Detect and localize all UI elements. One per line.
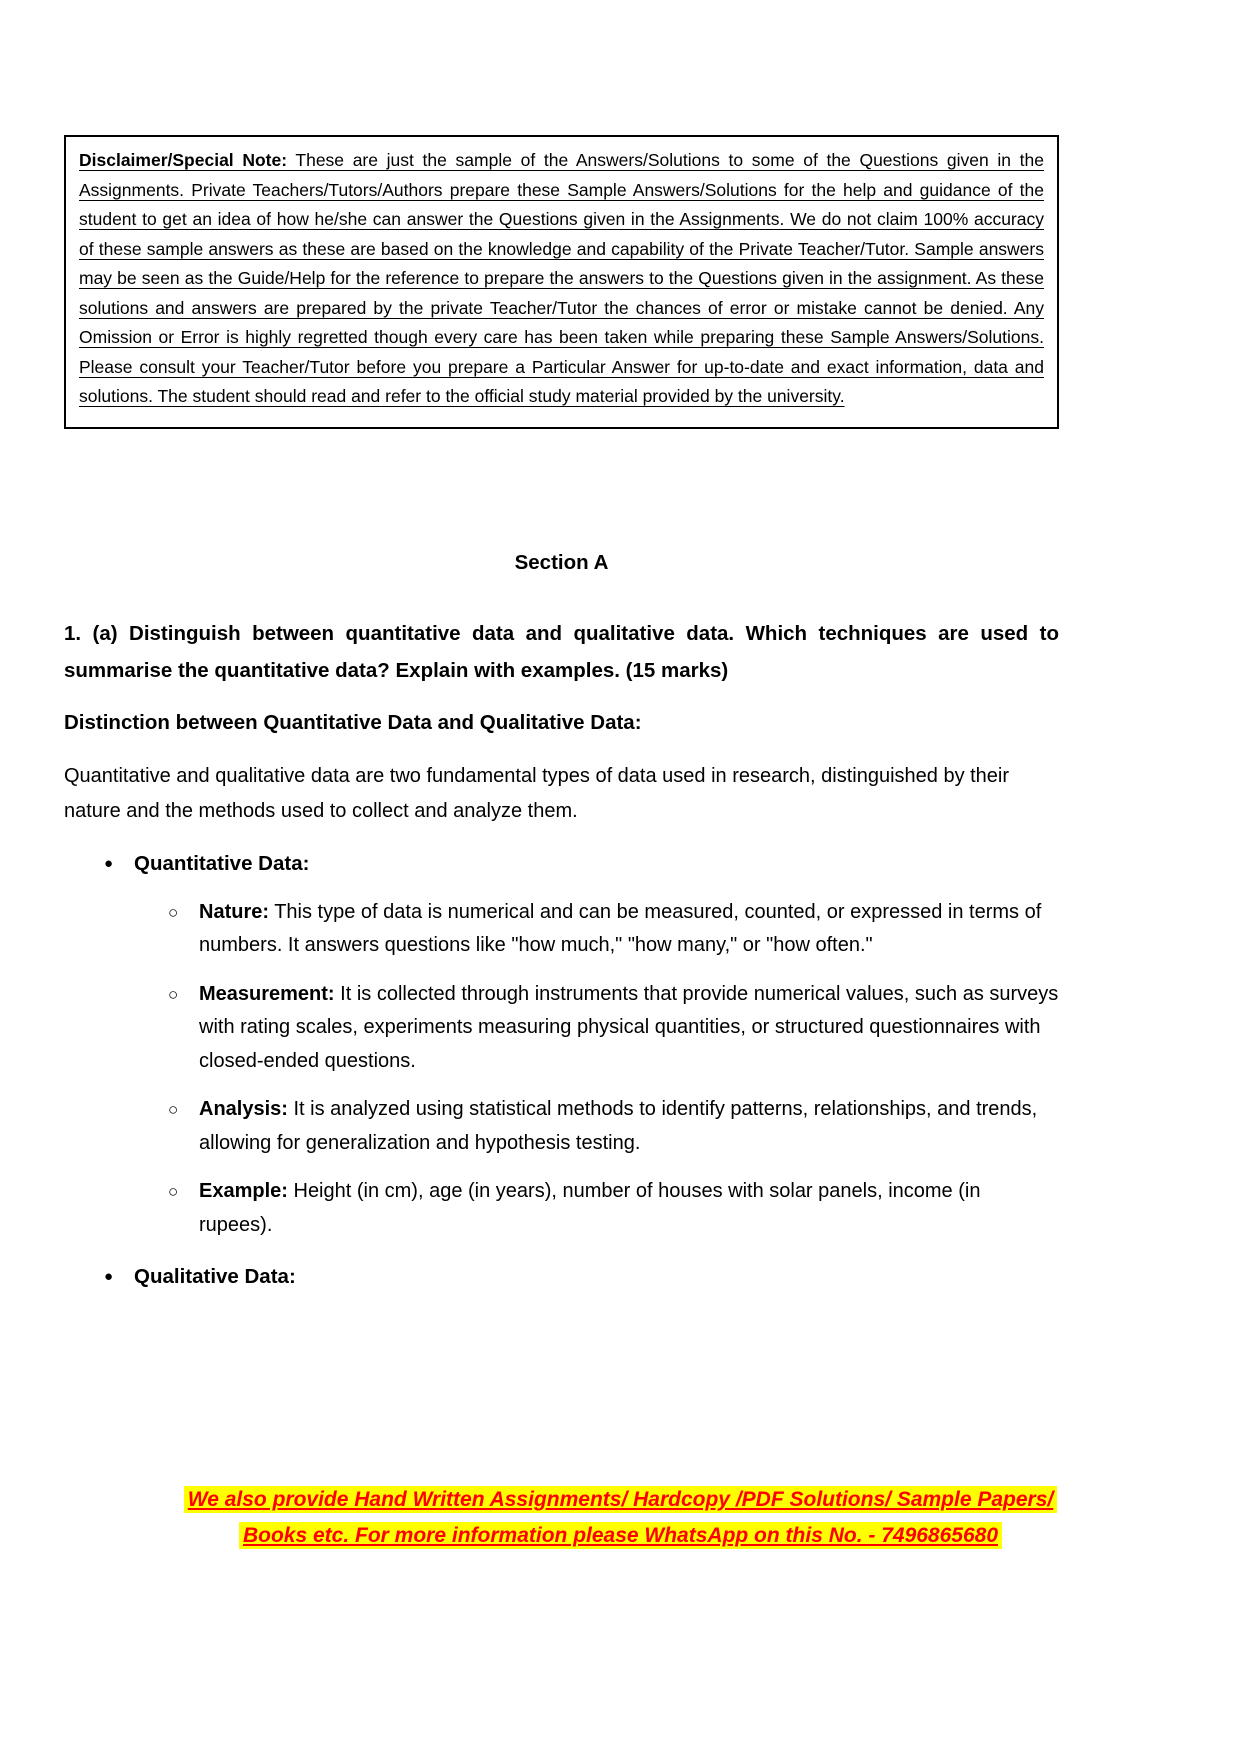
bullet-label: Quantitative Data: <box>134 851 310 875</box>
item-body: It is analyzed using statistical methods to identify patterns, relationships, and trends, allowing for generalization and hypothesis testing. <box>199 1098 1038 1154</box>
promo-footer-text-1: We also provide Hand Written Assignments/ Hardcopy /PDF Solutions/ Sample Papers/ <box>184 1486 1057 1513</box>
promo-footer-line-1 <box>0 1483 1241 1519</box>
bullet-quantitative-data <box>64 847 1059 881</box>
promo-footer-text-2: Books etc. For more information please WhatsApp on this No. - 7496865680 <box>239 1522 1002 1549</box>
circle-bullet-icon: ○ <box>168 902 179 922</box>
distinction-subheading: Distinction between Quantitative Data and Qualitative Data: <box>64 710 642 734</box>
list-item-text <box>199 978 1059 1079</box>
item-label: Measurement: <box>199 982 335 1005</box>
item-body: This type of data is numerical and can be measured, counted, or expressed in terms of numbers. It answers questions like "how much," "how many," or "how often." <box>199 900 1042 956</box>
list-item-analysis <box>64 1093 1059 1160</box>
list-item-text <box>199 1175 1059 1242</box>
circle-bullet-icon: ○ <box>168 984 179 1004</box>
item-body: Height (in cm), age (in years), number of houses with solar panels, income (in rupees). <box>199 1180 981 1236</box>
promo-footer <box>0 1483 1241 1555</box>
question-title: 1. (a) Distinguish between quantitative data and qualitative data. Which techniques are used to summarise the quantitative data? Explain with examples. (15 marks) <box>64 621 1059 682</box>
item-label: Nature: <box>199 900 270 923</box>
list-item-nature <box>64 896 1059 963</box>
item-label: Example: <box>199 1180 288 1202</box>
disclaimer-label: Disclaimer/Special Note: <box>79 150 288 170</box>
bullet-label: Qualitative Data: <box>134 1265 296 1288</box>
disclaimer-body-text: These are just the sample of the Answers/Solutions to some of the Questions given in the Assignments. Private Teachers/Tutors/Authors prepare these Sample Answers/Solutions for the help and guidance of the student to get an idea of how he/she can answer the Questions given in the Assignments. We do not claim 100% accuracy of these sample answers as these are based on the knowledge and capability of the Private Teacher/Tutor. Sample answers may be seen as the Guide/Help for the reference to prepare the answers to the Questions given in the assignment. As these solutions and answers are prepared by the private Teacher/Tutor the chances of error or mistake cannot be denied. Any Omission or Error is highly regretted though every care has been taken while preparing these Sample Answers/Solutions. Please consult your Teacher/Tutor before you prepare a Particular Answer for up-to-date and exact information, data and solutions. The student should read and refer to the official study material provided by the university. <box>79 150 1045 406</box>
circle-bullet-icon: ○ <box>168 1182 179 1201</box>
promo-footer-line-2 <box>0 1519 1241 1555</box>
bullet-dot-icon: ● <box>104 1268 114 1285</box>
circle-bullet-icon: ○ <box>168 1100 179 1119</box>
list-item-example <box>64 1175 1059 1242</box>
disclaimer-box <box>64 135 1059 429</box>
bullet-dot-icon: ● <box>104 854 114 872</box>
bullet-qualitative-data <box>64 1260 1059 1294</box>
disclaimer-paragraph <box>79 146 1044 412</box>
intro-paragraph: Quantitative and qualitative data are two fundamental types of data used in research, distinguished by their nature and the methods used to collect and analyze them. <box>64 764 1010 822</box>
list-item-text <box>199 896 1059 963</box>
item-body: It is collected through instruments that provide numerical values, such as surveys with rating scales, experiments measuring physical quantities, or structured questionnaires with closed-ended questions. <box>199 982 1059 1072</box>
list-item-measurement <box>64 978 1059 1079</box>
list-item-text <box>199 1093 1059 1160</box>
section-heading: Section A <box>514 550 609 574</box>
item-label: Analysis: <box>199 1098 288 1120</box>
